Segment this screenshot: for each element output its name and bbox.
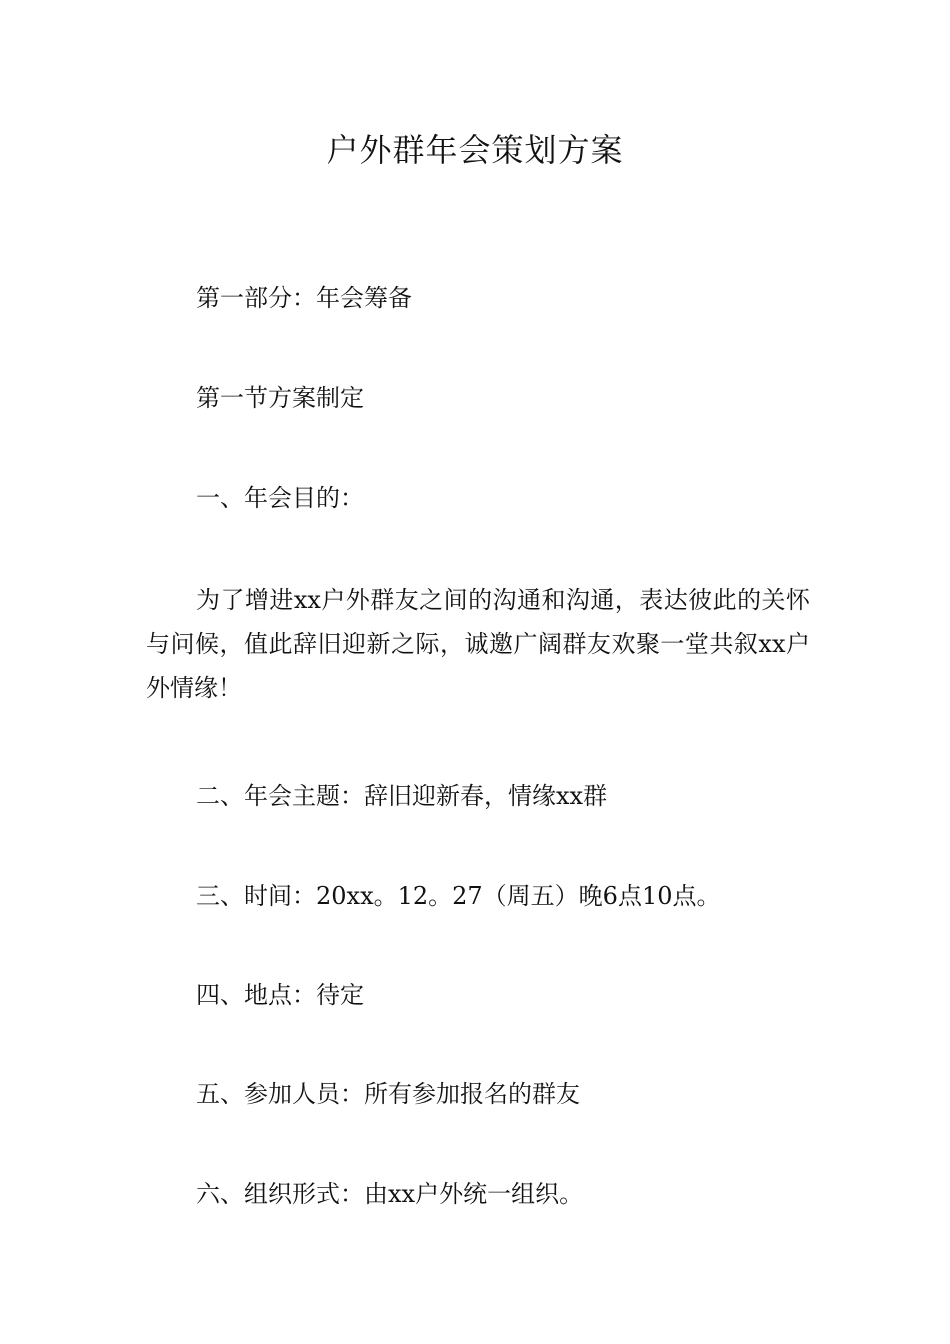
item5-participants: 五、参加人员：所有参加报名的群友 [196,1080,580,1108]
item3-time: 三、时间：20xx。12。27（周五）晚6点10点。 [196,882,721,910]
item6-organization: 六、组织形式：由xx户外统一组织。 [196,1180,584,1208]
part-heading: 第一部分：年会筹备 [196,284,412,312]
document-title: 户外群年会策划方案 [326,131,624,169]
item1-heading: 一、年会目的： [196,484,364,512]
item4-location: 四、地点：待定 [196,981,364,1009]
section-heading: 第一节方案制定 [196,384,364,412]
item1-body: 为了增进xx户外群友之间的沟通和沟通，表达彼此的关怀与问候，值此辞旧迎新之际，诚邀广阔群友欢聚一堂共叙xx户外情缘！ [146,586,810,702]
item2-theme: 二、年会主题：辞旧迎新春，情缘xx群 [196,782,608,810]
